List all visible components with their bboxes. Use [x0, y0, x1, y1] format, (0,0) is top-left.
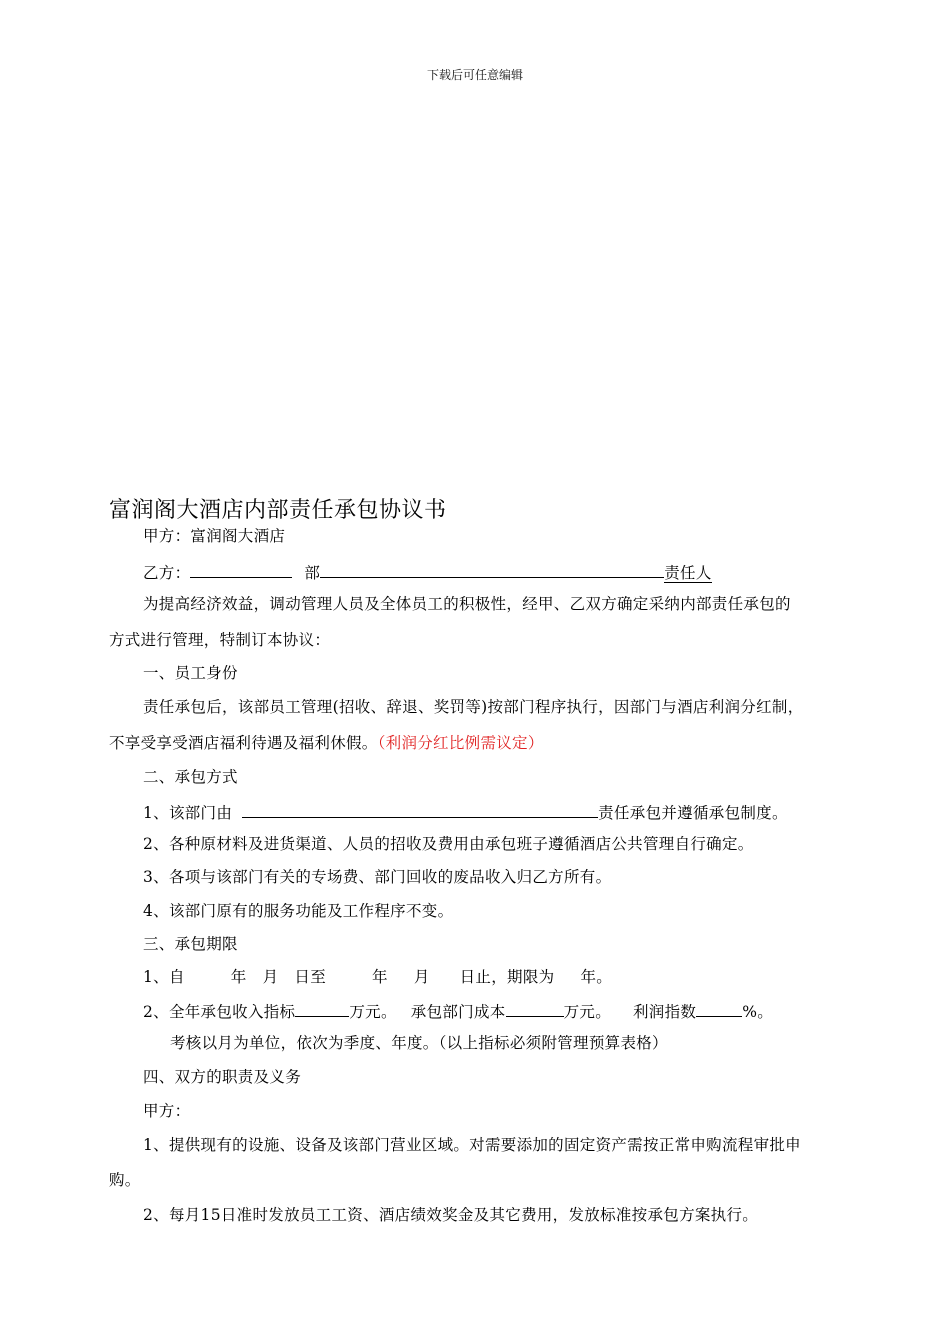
- period-day-end: 日止，期限为: [459, 968, 555, 986]
- section2-item1-blank: [242, 800, 598, 818]
- target-income-unit: 万元。: [349, 1003, 397, 1021]
- target-profit-blank: [696, 999, 742, 1017]
- section2-heading: 二、承包方式: [143, 768, 238, 786]
- intro-line-1: 为提高经济效益，调动管理人员及全体员工的积极性，经甲、乙双方确定采纳内部责任承包的: [143, 595, 791, 613]
- intro-line-2: 方式进行管理，特制订本协议：: [109, 631, 331, 649]
- target-income-blank: [295, 999, 349, 1017]
- target-cost-label: 承包部门成本: [410, 1003, 506, 1021]
- section3-period-line: [143, 967, 612, 987]
- section3-assessment: 考核以月为单位，依次为季度、年度。（以上指标必须附管理预算表格）: [170, 1034, 668, 1052]
- section1-red-note: （利润分红比例需议定）: [377, 734, 544, 752]
- section3-targets-line: [143, 999, 773, 1022]
- section1-line-2-text: 不享受享受酒店福利待遇及福利休假。: [109, 734, 378, 752]
- section4-party-a-label: 甲方：: [143, 1102, 191, 1120]
- party-b-line: [143, 560, 712, 583]
- section1-heading: 一、员工身份: [143, 664, 238, 682]
- target-income-label: 2、全年承包收入指标: [143, 1003, 296, 1021]
- period-from: 1、自: [143, 968, 185, 986]
- period-year-2: 年: [372, 968, 388, 986]
- section4-heading: 四、双方的职责及义务: [143, 1068, 302, 1086]
- section4-item1-line1: 1、提供现有的设施、设备及该部门营业区域。对需要添加的固定资产需按正常申购流程审批申: [143, 1136, 801, 1154]
- period-year-1: 年: [230, 968, 247, 986]
- section2-item-3: 3、各项与该部门有关的专场费、部门回收的废品收入归乙方所有。: [143, 868, 612, 886]
- section4-item-2: 2、每月15日准时发放员工工资、酒店绩效奖金及其它费用，发放标准按承包方案执行。: [143, 1206, 759, 1224]
- period-month-2: 月: [413, 968, 430, 986]
- party-b-name-blank: [190, 560, 292, 578]
- section2-item-1: [143, 800, 788, 823]
- section4-item1-line2: 购。: [109, 1171, 141, 1189]
- party-b-label: 乙方：: [143, 564, 191, 582]
- target-profit-unit: %。: [742, 1003, 774, 1021]
- party-b-dept-suffix: 部: [304, 564, 321, 582]
- section1-line-1: 责任承包后，该部员工管理(招收、辞退、奖罚等)按部门程序执行，因部门与酒店利润分红制，: [143, 698, 804, 716]
- section2-item-4: 4、该部门原有的服务功能及工作程序不变。: [143, 902, 454, 920]
- period-years: 年。: [580, 968, 613, 986]
- period-day-to: 日至: [294, 968, 326, 986]
- party-a-line: 甲方：富润阁大酒店: [143, 527, 286, 545]
- party-b-responsible: 责任人: [664, 564, 712, 582]
- section2-item1-prefix: 1、该部门由: [143, 804, 233, 822]
- target-cost-blank: [506, 999, 564, 1017]
- section3-heading: 三、承包期限: [143, 935, 238, 953]
- document-title: 富润阁大酒店内部责任承包协议书: [109, 498, 447, 523]
- target-profit-label: 利润指数: [633, 1003, 697, 1021]
- period-month-1: 月: [262, 968, 279, 986]
- section2-item-2: 2、各种原材料及进货渠道、人员的招收及费用由承包班子遵循酒店公共管理自行确定。: [143, 835, 754, 853]
- header-note: 下载后可任意编辑: [426, 68, 523, 82]
- party-b-dept-blank: [320, 560, 664, 578]
- section2-item1-suffix: 责任承包并遵循承包制度。: [598, 804, 788, 822]
- section1-line-2: [109, 733, 544, 753]
- target-cost-unit: 万元。: [563, 1003, 611, 1021]
